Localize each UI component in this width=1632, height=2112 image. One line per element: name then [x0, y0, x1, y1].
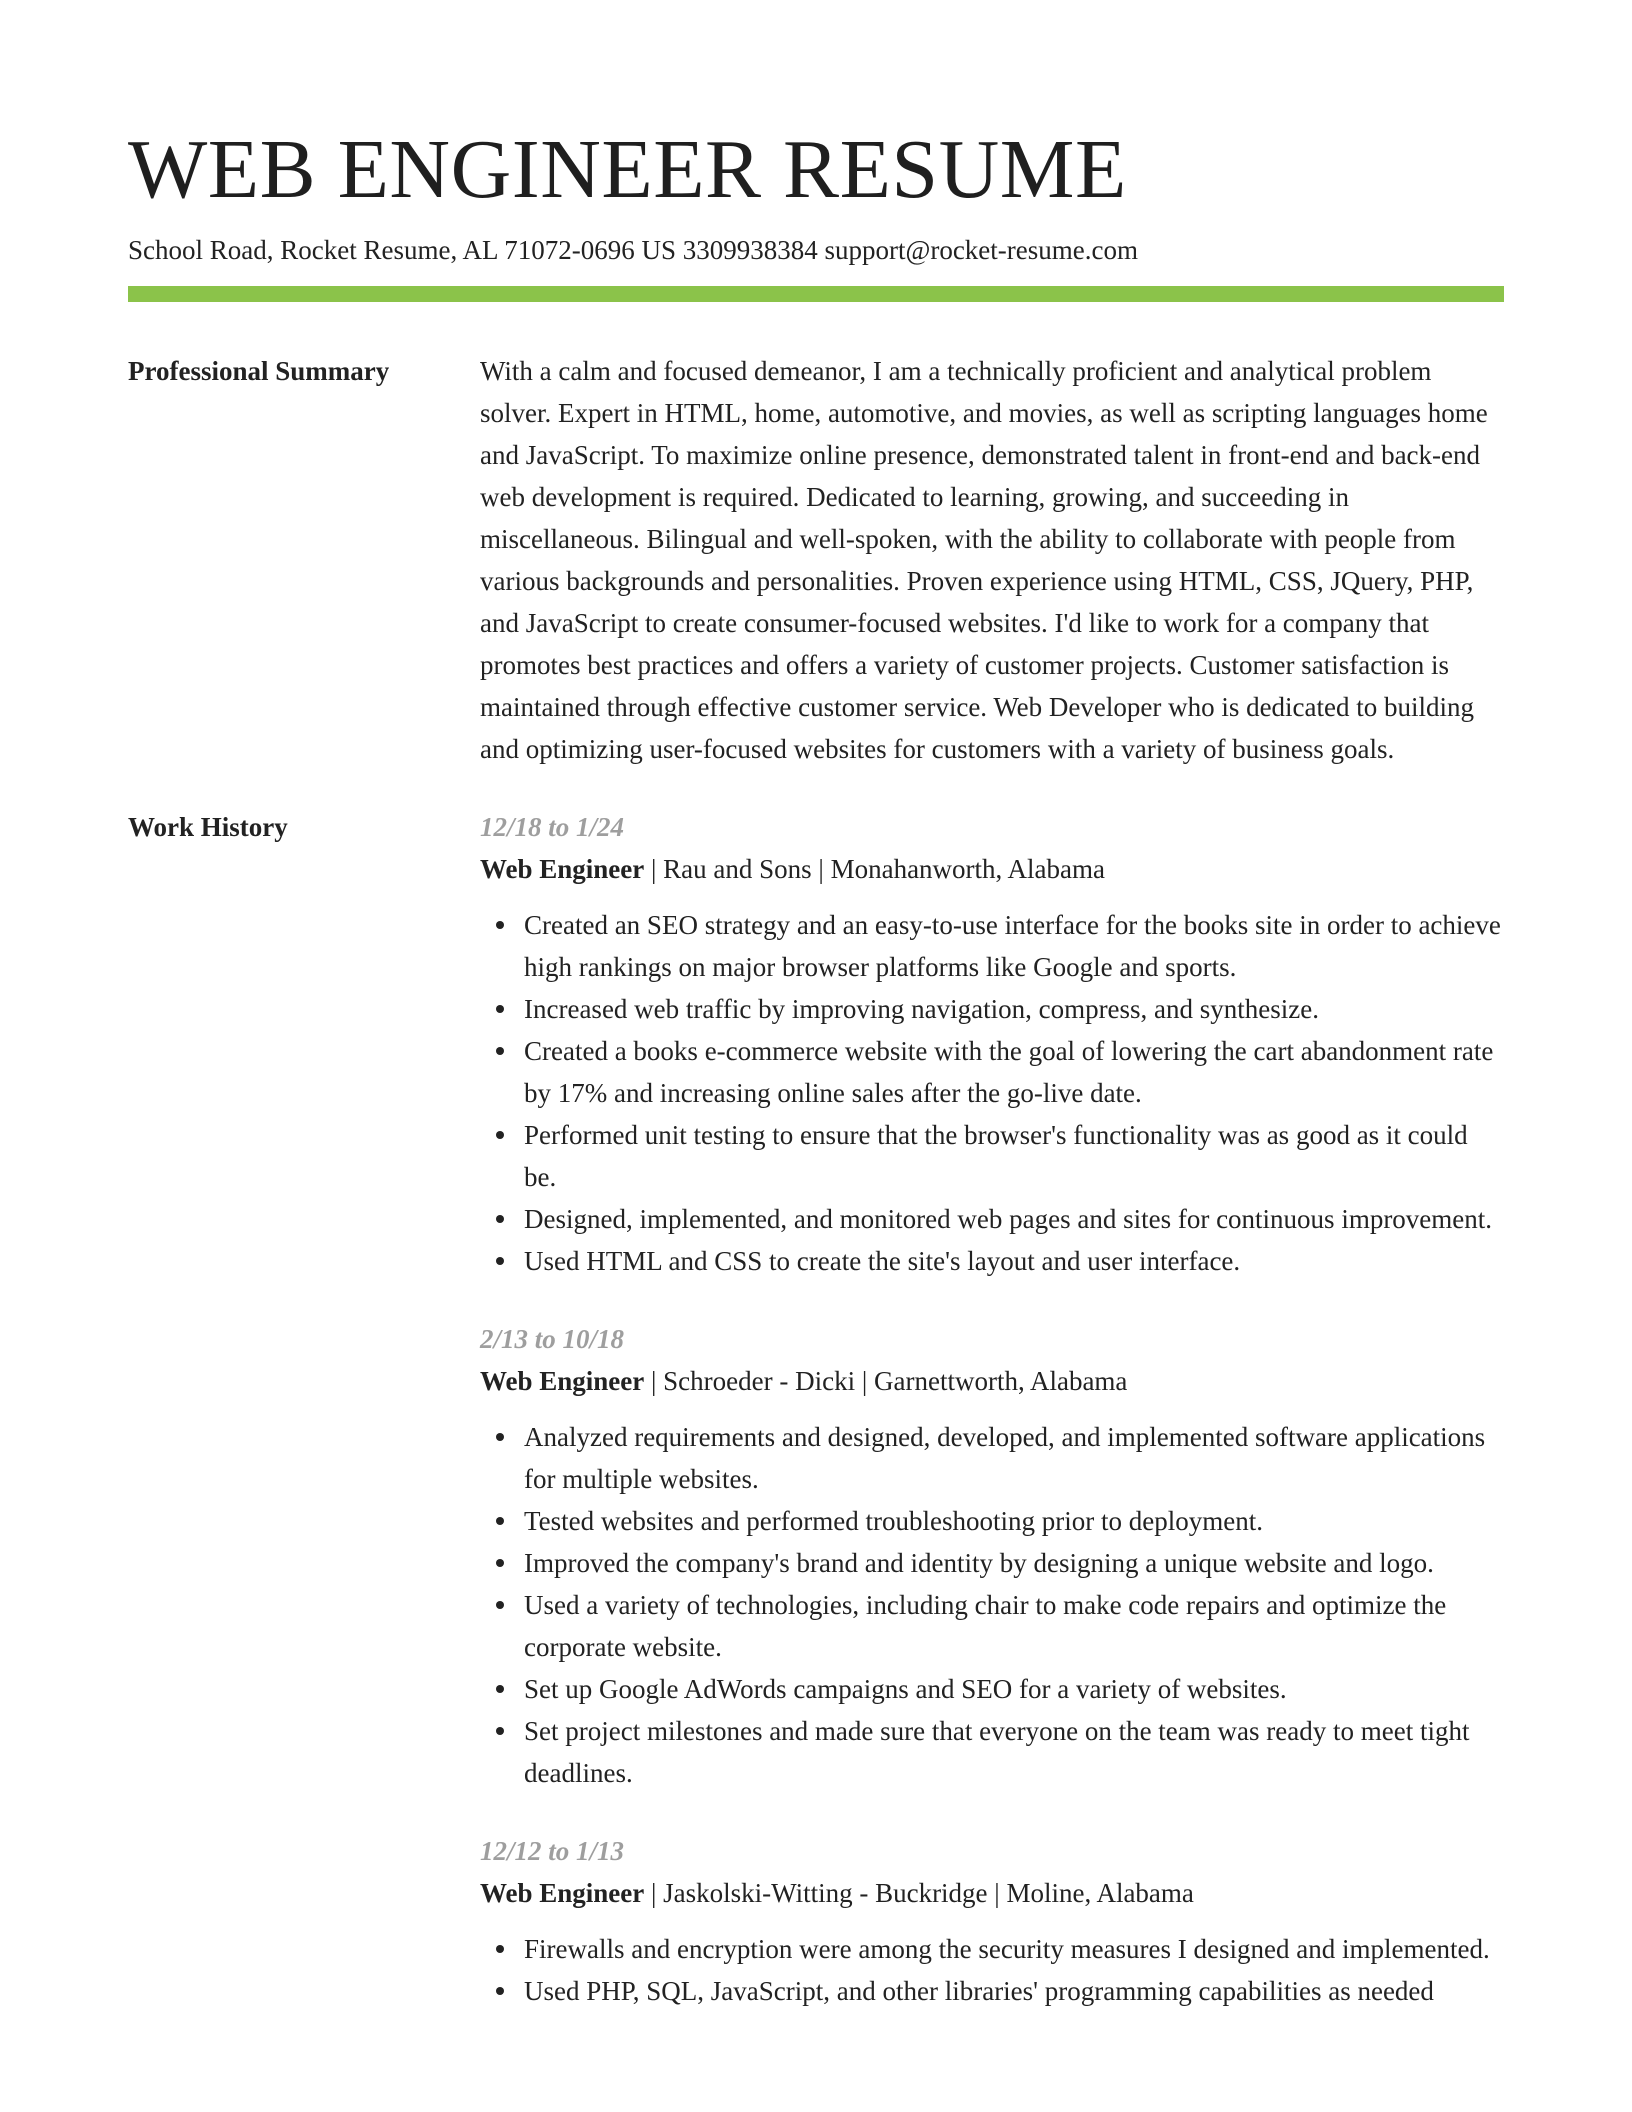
list-item [480, 1970, 1504, 2012]
bullet-text: Designed, implemented, and monitored web pages and sites for continuous improvement. [524, 1204, 1493, 1234]
bullet-text: Analyzed requirements and designed, developed, and implemented software applications for multiple websites. [524, 1422, 1486, 1494]
bullet-text: Created a books e-commerce website with the goal of lowering the cart abandonment rate by 17% and increasing online sales after the go-live date. [524, 1036, 1494, 1108]
job-dates: 12/18 to 1/24 [480, 812, 625, 842]
contact-email: support@rocket-resume.com [824, 235, 1138, 265]
bullet-icon [496, 1987, 504, 1995]
job-list [480, 806, 1504, 2048]
list-item [480, 1114, 1504, 1198]
bullet-text: Created an SEO strategy and an easy-to-use interface for the books site in order to achieve high rankings on major browser platforms like Google and sports. [524, 910, 1501, 982]
list-item [480, 1240, 1504, 1282]
job-bullet-list [480, 1416, 1504, 1794]
list-item [480, 1584, 1504, 1668]
job-role: Web Engineer [480, 854, 645, 884]
bullet-text: Firewalls and encryption were among the security measures I designed and implemented. [524, 1934, 1490, 1964]
list-item [480, 1542, 1504, 1584]
bullet-icon [496, 1215, 504, 1223]
list-item [480, 1500, 1504, 1542]
bullet-icon [496, 1517, 504, 1525]
job-role: Web Engineer [480, 1878, 645, 1908]
list-item [480, 1668, 1504, 1710]
job-entry [480, 1318, 1504, 1794]
list-item [480, 1416, 1504, 1500]
bullet-text: Used HTML and CSS to create the site's layout and user interface. [524, 1246, 1241, 1276]
job-bullet-list [480, 904, 1504, 1282]
bullet-icon [496, 1005, 504, 1013]
job-company-location: | Jaskolski-Witting - Buckridge | Moline, Alabama [644, 1878, 1194, 1908]
summary-text: With a calm and focused demeanor, I am a technically proficient and analytical problem solver. Expert in HTML, home, automotive, and movies, as well as scripting languages home and JavaScript. To maximize online presence, demonstrated talent in front-end and back-end web development is required. Dedicated to learning, growing, and succeeding in miscellaneous. Bilingual and well-spoken, with the ability to collaborate with people from various backgrounds and personalities. Proven experience using HTML, CSS, JQuery, PHP, and JavaScript to create consumer-focused websites. I'd like to work for a company that promotes best practices and offers a variety of customer projects. Customer satisfaction is maintained through effective customer service. Web Developer who is dedicated to building and optimizing user-focused websites for customers with a variety of business goals. [480, 356, 1488, 764]
summary-section [128, 350, 1504, 770]
summary-heading: Professional Summary [128, 356, 390, 386]
job-company-location: | Schroeder - Dicki | Garnettworth, Alabama [644, 1366, 1128, 1396]
bullet-text: Set project milestones and made sure that everyone on the team was ready to meet tight deadlines. [524, 1716, 1470, 1788]
list-item [480, 1030, 1504, 1114]
job-entry [480, 806, 1504, 1282]
work-history-heading: Work History [128, 812, 288, 842]
bullet-icon [496, 1047, 504, 1055]
resume-title: WEB ENGINEER RESUME [128, 123, 1127, 216]
work-history-section [128, 806, 1504, 2048]
bullet-text: Tested websites and performed troubleshooting prior to deployment. [524, 1506, 1263, 1536]
bullet-icon [496, 921, 504, 929]
job-dates: 2/13 to 10/18 [480, 1324, 625, 1354]
job-dates: 12/12 to 1/13 [480, 1836, 625, 1866]
bullet-text: Increased web traffic by improving navigation, compress, and synthesize. [524, 994, 1320, 1024]
bullet-text: Set up Google AdWords campaigns and SEO for a variety of websites. [524, 1674, 1287, 1704]
list-item [480, 904, 1504, 988]
bullet-icon [496, 1685, 504, 1693]
list-item [480, 1710, 1504, 1794]
bullet-icon [496, 1601, 504, 1609]
bullet-icon [496, 1433, 504, 1441]
bullet-text: Improved the company's brand and identity by designing a unique website and logo. [524, 1548, 1434, 1578]
bullet-icon [496, 1559, 504, 1567]
accent-divider [128, 286, 1504, 302]
job-title-line [480, 848, 1504, 890]
contact-address: School Road, Rocket Resume, AL 71072-0696 US [128, 235, 676, 265]
bullet-text: Performed unit testing to ensure that the browser's functionality was as good as it could be. [524, 1120, 1468, 1192]
bullet-icon [496, 1727, 504, 1735]
job-bullet-list [480, 1928, 1504, 2012]
job-title-line [480, 1872, 1504, 1914]
contact-phone: 3309938384 [682, 235, 818, 265]
bullet-text: Used a variety of technologies, including chair to make code repairs and optimize the corporate website. [524, 1590, 1447, 1662]
list-item [480, 988, 1504, 1030]
list-item [480, 1928, 1504, 1970]
job-company-location: | Rau and Sons | Monahanworth, Alabama [644, 854, 1106, 884]
resume-page [128, 120, 1504, 2048]
bullet-icon [496, 1257, 504, 1265]
job-title-line [480, 1360, 1504, 1402]
bullet-text: Used PHP, SQL, JavaScript, and other libraries' programming capabilities as needed [524, 1976, 1434, 2006]
bullet-icon [496, 1131, 504, 1139]
bullet-icon [496, 1945, 504, 1953]
list-item [480, 1198, 1504, 1240]
job-entry [480, 1830, 1504, 2012]
contact-line [128, 232, 1504, 268]
job-role: Web Engineer [480, 1366, 645, 1396]
